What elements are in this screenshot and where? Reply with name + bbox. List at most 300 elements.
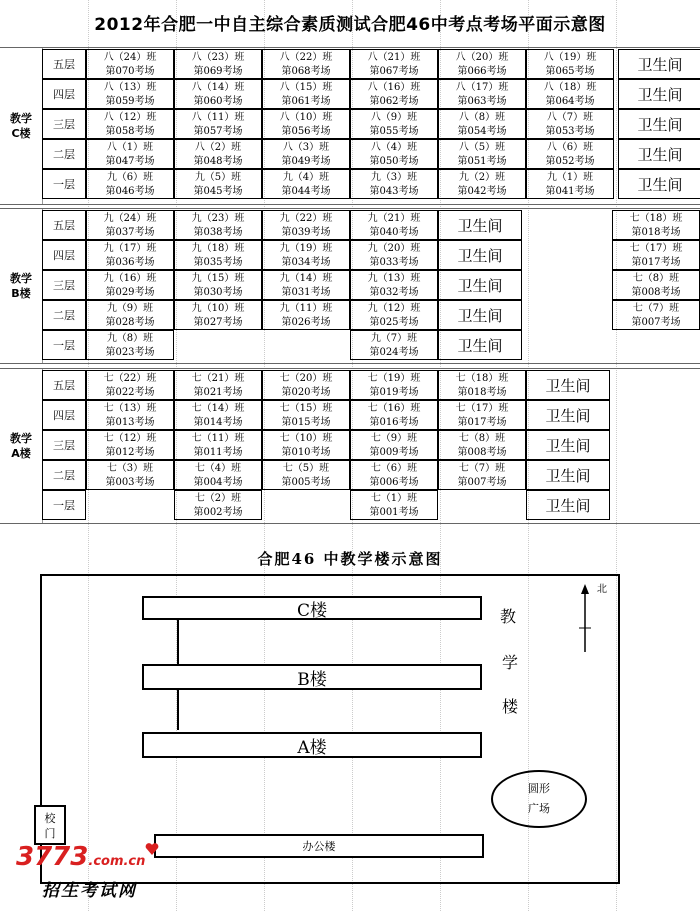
exam-room-cell <box>262 460 350 490</box>
toilet-label: 卫生间 <box>438 240 522 270</box>
exam-room-cell <box>350 210 438 240</box>
class-name: 九（11）班 <box>279 303 333 314</box>
toilet-label: 卫生间 <box>618 49 700 79</box>
class-name: 八（9）班 <box>370 112 418 123</box>
exam-room-number: 第004考场 <box>193 477 243 488</box>
toilet-label: 卫生间 <box>526 430 610 460</box>
floor-row <box>42 400 700 430</box>
class-name: 八（4）班 <box>370 142 418 153</box>
exam-room-number: 第062考场 <box>369 96 419 107</box>
floor-label: 一层 <box>42 169 86 199</box>
exam-room-number: 第042考场 <box>457 186 507 197</box>
exam-room-cell <box>174 490 262 520</box>
exam-room-cell <box>526 139 614 169</box>
exam-room-number: 第026考场 <box>281 317 331 328</box>
exam-room-cell <box>262 49 350 79</box>
vertical-label-1: 教 <box>500 607 517 626</box>
exam-room-cell <box>438 430 526 460</box>
exam-room-number: 第056考场 <box>281 126 331 137</box>
plaza-label-line1: 圆形 <box>528 782 550 795</box>
floor-label: 一层 <box>42 330 86 360</box>
exam-room-cell <box>612 270 700 300</box>
exam-room-cell <box>262 139 350 169</box>
floor-row <box>42 460 700 490</box>
exam-room-number: 第006考场 <box>369 477 419 488</box>
class-name: 八（18）班 <box>543 82 597 93</box>
exam-room-number: 第017考场 <box>457 417 507 428</box>
exam-room-number: 第018考场 <box>457 387 507 398</box>
class-name: 七（7）班 <box>458 463 506 474</box>
exam-room-cell <box>262 210 350 240</box>
floor-row <box>42 210 700 240</box>
class-name: 九（24）班 <box>103 213 157 224</box>
class-name: 七（14）班 <box>191 403 245 414</box>
exam-room-cell <box>350 169 438 199</box>
class-name: 七（22）班 <box>103 373 157 384</box>
floor-row <box>42 79 700 109</box>
floor-row <box>42 169 700 199</box>
floor-label: 五层 <box>42 210 86 240</box>
class-name: 九（3）班 <box>370 172 418 183</box>
exam-room-cell <box>174 210 262 240</box>
class-name: 八（24）班 <box>103 52 157 63</box>
class-name: 八（19）班 <box>543 52 597 63</box>
exam-room-number: 第029考场 <box>105 287 155 298</box>
building-a-table <box>0 368 700 524</box>
exam-room-number: 第027考场 <box>193 317 243 328</box>
exam-room-number: 第038考场 <box>193 227 243 238</box>
floor-label: 一层 <box>42 490 86 520</box>
exam-room-cell <box>86 330 174 360</box>
map-building-b-label: B楼 <box>297 669 327 690</box>
exam-room-number: 第033考场 <box>369 257 419 268</box>
exam-room-number: 第002考场 <box>193 507 243 518</box>
floor-label: 四层 <box>42 400 86 430</box>
exam-room-cell <box>438 370 526 400</box>
floor-label: 二层 <box>42 460 86 490</box>
exam-room-number: 第032考场 <box>369 287 419 298</box>
class-name: 七（7）班 <box>632 303 680 314</box>
exam-room-number: 第014考场 <box>193 417 243 428</box>
exam-room-number: 第036考场 <box>105 257 155 268</box>
class-name: 七（11）班 <box>191 433 245 444</box>
exam-room-number: 第058考场 <box>105 126 155 137</box>
exam-room-cell <box>174 430 262 460</box>
exam-room-cell <box>174 79 262 109</box>
exam-room-cell <box>86 400 174 430</box>
class-name: 八（11）班 <box>191 112 245 123</box>
class-name: 七（6）班 <box>370 463 418 474</box>
exam-room-number: 第049考场 <box>281 156 331 167</box>
class-name: 七（9）班 <box>370 433 418 444</box>
exam-room-cell <box>174 400 262 430</box>
exam-room-cell <box>86 300 174 330</box>
floor-row <box>42 330 700 360</box>
exam-room-number: 第008考场 <box>457 447 507 458</box>
north-arrow-icon <box>575 580 615 660</box>
exam-room-number: 第030考场 <box>193 287 243 298</box>
map-building-a <box>142 732 482 758</box>
class-name: 七（8）班 <box>632 273 680 284</box>
exam-room-cell <box>174 139 262 169</box>
class-name: 八（5）班 <box>458 142 506 153</box>
map-building-a-label: A楼 <box>297 737 327 758</box>
class-name: 七（18）班 <box>455 373 509 384</box>
class-name: 八（1）班 <box>106 142 154 153</box>
exam-room-number: 第016考场 <box>369 417 419 428</box>
toilet-label: 卫生间 <box>618 79 700 109</box>
exam-room-number: 第051考场 <box>457 156 507 167</box>
exam-room-cell <box>438 490 526 520</box>
class-name: 九（23）班 <box>191 213 245 224</box>
building-c-table <box>0 47 700 205</box>
class-name: 七（18）班 <box>629 213 683 224</box>
class-name: 七（17）班 <box>455 403 509 414</box>
exam-room-cell <box>174 300 262 330</box>
exam-room-cell <box>350 430 438 460</box>
exam-room-cell <box>438 109 526 139</box>
exam-room-number: 第031考场 <box>281 287 331 298</box>
floor-row <box>42 270 700 300</box>
class-name: 九（15）班 <box>191 273 245 284</box>
class-name: 八（7）班 <box>546 112 594 123</box>
class-name: 九（16）班 <box>103 273 157 284</box>
exam-room-number: 第018考场 <box>631 227 681 238</box>
exam-room-cell <box>86 49 174 79</box>
exam-room-number: 第060考场 <box>193 96 243 107</box>
exam-room-number: 第022考场 <box>105 387 155 398</box>
exam-room-cell <box>262 300 350 330</box>
class-name: 九（17）班 <box>103 243 157 254</box>
class-name: 八（10）班 <box>279 112 333 123</box>
exam-room-cell <box>612 240 700 270</box>
floor-label: 五层 <box>42 370 86 400</box>
exam-room-cell <box>350 490 438 520</box>
exam-room-number: 第009考场 <box>369 447 419 458</box>
floor-row <box>42 49 700 79</box>
class-name: 九（7）班 <box>370 333 418 344</box>
floor-label: 四层 <box>42 79 86 109</box>
exam-room-cell <box>350 370 438 400</box>
gate-label-line1: 校 <box>44 812 56 825</box>
exam-room-cell <box>350 79 438 109</box>
floor-label: 三层 <box>42 430 86 460</box>
building-c-label <box>0 48 43 204</box>
exam-room-cell <box>86 490 174 520</box>
floor-label: 三层 <box>42 109 86 139</box>
toilet-label: 卫生间 <box>438 210 522 240</box>
floor-label: 三层 <box>42 270 86 300</box>
class-name: 九（9）班 <box>106 303 154 314</box>
plaza-label-line2: 广场 <box>528 802 550 815</box>
exam-room-cell <box>350 109 438 139</box>
class-name: 九（2）班 <box>458 172 506 183</box>
exam-room-number: 第011考场 <box>193 447 243 458</box>
class-name: 七（21）班 <box>191 373 245 384</box>
floor-row <box>42 430 700 460</box>
floor-label: 二层 <box>42 300 86 330</box>
class-name: 八（2）班 <box>194 142 242 153</box>
class-name: 九（14）班 <box>279 273 333 284</box>
floor-row <box>42 240 700 270</box>
exam-room-number: 第067考场 <box>369 66 419 77</box>
map-title: 合肥46 中教学楼示意图 <box>257 550 443 568</box>
exam-room-number: 第019考场 <box>369 387 419 398</box>
exam-room-number: 第034考场 <box>281 257 331 268</box>
exam-room-cell <box>86 169 174 199</box>
class-name: 九（18）班 <box>191 243 245 254</box>
round-plaza <box>491 770 587 828</box>
building-a-label <box>0 369 43 523</box>
vertical-label-3: 楼 <box>502 697 519 716</box>
exam-room-cell <box>350 139 438 169</box>
building-a-label-line1: 教学 <box>10 432 32 445</box>
class-name: 七（5）班 <box>282 463 330 474</box>
exam-room-number: 第061考场 <box>281 96 331 107</box>
toilet-label: 卫生间 <box>526 460 610 490</box>
exam-room-cell <box>174 109 262 139</box>
building-b-table <box>0 208 700 364</box>
exam-room-number: 第035考场 <box>193 257 243 268</box>
exam-room-cell <box>174 49 262 79</box>
exam-room-cell <box>350 49 438 79</box>
page-title: 2012年合肥一中自主综合素质测试合肥46中考点考场平面示意图 <box>94 15 606 35</box>
toilet-label: 卫生间 <box>438 330 522 360</box>
exam-room-number: 第021考场 <box>193 387 243 398</box>
exam-room-number: 第052考场 <box>545 156 595 167</box>
exam-room-number: 第070考场 <box>105 66 155 77</box>
exam-room-cell <box>350 400 438 430</box>
exam-room-number: 第053考场 <box>545 126 595 137</box>
class-name: 七（19）班 <box>367 373 421 384</box>
class-name: 八（14）班 <box>191 82 245 93</box>
exam-room-number: 第057考场 <box>193 126 243 137</box>
north-label: 北 <box>597 584 607 595</box>
class-name: 七（12）班 <box>103 433 157 444</box>
exam-room-cell <box>438 169 526 199</box>
class-name: 九（21）班 <box>367 213 421 224</box>
map-building-c <box>142 596 482 620</box>
class-name: 八（23）班 <box>191 52 245 63</box>
exam-room-number: 第045考场 <box>193 186 243 197</box>
exam-room-number: 第015考场 <box>281 417 331 428</box>
toilet-label: 卫生间 <box>618 109 700 139</box>
exam-room-cell <box>86 109 174 139</box>
class-name: 九（1）班 <box>546 172 594 183</box>
class-name: 八（3）班 <box>282 142 330 153</box>
exam-room-number: 第048考场 <box>193 156 243 167</box>
floor-row <box>42 139 700 169</box>
exam-room-cell <box>174 460 262 490</box>
class-name: 七（1）班 <box>370 493 418 504</box>
class-name: 七（20）班 <box>279 373 333 384</box>
exam-room-cell <box>86 79 174 109</box>
exam-room-number: 第055考场 <box>369 126 419 137</box>
class-name: 九（13）班 <box>367 273 421 284</box>
exam-room-cell <box>86 370 174 400</box>
map-building-b <box>142 664 482 690</box>
exam-room-cell <box>350 300 438 330</box>
class-name: 七（17）班 <box>629 243 683 254</box>
exam-room-number: 第041考场 <box>545 186 595 197</box>
exam-room-number: 第046考场 <box>105 186 155 197</box>
exam-room-cell <box>526 79 614 109</box>
office-building-label: 办公楼 <box>302 840 336 853</box>
class-name: 九（10）班 <box>191 303 245 314</box>
building-a-label-line2: A楼 <box>11 447 31 460</box>
class-name: 八（6）班 <box>546 142 594 153</box>
exam-room-number: 第017考场 <box>631 257 681 268</box>
class-name: 七（13）班 <box>103 403 157 414</box>
exam-room-number: 第069考场 <box>193 66 243 77</box>
exam-room-cell <box>350 270 438 300</box>
exam-room-number: 第010考场 <box>281 447 331 458</box>
exam-room-cell <box>174 169 262 199</box>
toilet-label: 卫生间 <box>526 400 610 430</box>
class-name: 八（21）班 <box>367 52 421 63</box>
exam-room-cell <box>526 49 614 79</box>
exam-room-number: 第001考场 <box>369 507 419 518</box>
building-c-label-line1: 教学 <box>10 112 32 125</box>
exam-room-cell <box>438 460 526 490</box>
floor-row <box>42 109 700 139</box>
exam-room-cell <box>438 139 526 169</box>
exam-room-number: 第023考场 <box>105 347 155 358</box>
toilet-label: 卫生间 <box>526 490 610 520</box>
building-c-label-line2: C楼 <box>11 127 31 140</box>
class-name: 九（20）班 <box>367 243 421 254</box>
exam-room-number: 第054考场 <box>457 126 507 137</box>
exam-room-number: 第007考场 <box>631 317 681 328</box>
class-name: 七（3）班 <box>106 463 154 474</box>
class-name: 七（15）班 <box>279 403 333 414</box>
exam-room-number: 第047考场 <box>105 156 155 167</box>
class-name: 九（6）班 <box>106 172 154 183</box>
class-name: 七（8）班 <box>458 433 506 444</box>
exam-room-cell <box>262 400 350 430</box>
toilet-label: 卫生间 <box>618 169 700 199</box>
class-name: 七（2）班 <box>194 493 242 504</box>
exam-room-number: 第003考场 <box>105 477 155 488</box>
exam-room-cell <box>438 79 526 109</box>
exam-room-cell <box>612 300 700 330</box>
floor-row <box>42 370 700 400</box>
exam-room-cell <box>262 79 350 109</box>
exam-room-cell <box>262 370 350 400</box>
exam-room-cell <box>86 270 174 300</box>
exam-room-number: 第040考场 <box>369 227 419 238</box>
exam-room-cell <box>262 430 350 460</box>
office-building <box>154 834 484 858</box>
exam-room-cell <box>262 330 350 360</box>
class-name: 八（20）班 <box>455 52 509 63</box>
exam-room-cell <box>174 370 262 400</box>
building-b-label <box>0 209 43 363</box>
class-name: 九（8）班 <box>106 333 154 344</box>
exam-room-number: 第044考场 <box>281 186 331 197</box>
class-name: 八（22）班 <box>279 52 333 63</box>
exam-room-cell <box>526 169 614 199</box>
site-logo <box>16 842 159 872</box>
floor-label: 二层 <box>42 139 86 169</box>
floor-row <box>42 490 700 520</box>
class-name: 七（4）班 <box>194 463 242 474</box>
class-name: 七（16）班 <box>367 403 421 414</box>
exam-room-number: 第012考场 <box>105 447 155 458</box>
gate-label-line2: 门 <box>44 827 56 840</box>
exam-room-number: 第059考场 <box>105 96 155 107</box>
exam-room-cell <box>438 49 526 79</box>
class-name: 九（22）班 <box>279 213 333 224</box>
vertical-label-2: 学 <box>502 653 519 672</box>
exam-room-cell <box>262 169 350 199</box>
exam-room-cell <box>174 330 262 360</box>
class-name: 八（15）班 <box>279 82 333 93</box>
exam-room-cell <box>438 400 526 430</box>
exam-room-number: 第013考场 <box>105 417 155 428</box>
exam-room-number: 第024考场 <box>369 347 419 358</box>
class-name: 八（12）班 <box>103 112 157 123</box>
exam-room-number: 第007考场 <box>457 477 507 488</box>
exam-room-cell <box>350 330 438 360</box>
exam-room-cell <box>350 240 438 270</box>
heart-icon <box>145 842 159 856</box>
exam-room-number: 第037考场 <box>105 227 155 238</box>
exam-room-number: 第039考场 <box>281 227 331 238</box>
floor-label: 五层 <box>42 49 86 79</box>
exam-room-number: 第068考场 <box>281 66 331 77</box>
exam-room-cell <box>86 240 174 270</box>
exam-room-cell <box>262 490 350 520</box>
exam-room-number: 第063考场 <box>457 96 507 107</box>
exam-room-number: 第066考场 <box>457 66 507 77</box>
logo-domain-text: .com.cn <box>88 854 146 869</box>
exam-room-cell <box>86 139 174 169</box>
exam-room-cell <box>262 270 350 300</box>
building-b-label-line2: B楼 <box>11 287 31 300</box>
exam-room-cell <box>262 109 350 139</box>
exam-room-number: 第005考场 <box>281 477 331 488</box>
exam-room-cell <box>174 270 262 300</box>
class-name: 八（13）班 <box>103 82 157 93</box>
toilet-label: 卫生间 <box>618 139 700 169</box>
exam-room-cell <box>350 460 438 490</box>
exam-room-number: 第065考场 <box>545 66 595 77</box>
school-gate <box>34 805 66 845</box>
toilet-label: 卫生间 <box>438 300 522 330</box>
exam-room-cell <box>86 210 174 240</box>
class-name: 八（8）班 <box>458 112 506 123</box>
exam-room-cell <box>86 430 174 460</box>
exam-room-number: 第020考场 <box>281 387 331 398</box>
exam-room-cell <box>86 460 174 490</box>
class-name: 七（10）班 <box>279 433 333 444</box>
exam-room-number: 第050考场 <box>369 156 419 167</box>
exam-room-cell <box>262 240 350 270</box>
exam-room-cell <box>526 109 614 139</box>
toilet-label: 卫生间 <box>438 270 522 300</box>
class-name: 八（17）班 <box>455 82 509 93</box>
toilet-label: 卫生间 <box>526 370 610 400</box>
class-name: 九（19）班 <box>279 243 333 254</box>
class-name: 九（5）班 <box>194 172 242 183</box>
logo-subtitle: 招生考试网 <box>42 881 137 901</box>
class-name: 九（12）班 <box>367 303 421 314</box>
exam-room-number: 第043考场 <box>369 186 419 197</box>
floor-label: 四层 <box>42 240 86 270</box>
exam-room-number: 第064考场 <box>545 96 595 107</box>
exam-room-number: 第008考场 <box>631 287 681 298</box>
